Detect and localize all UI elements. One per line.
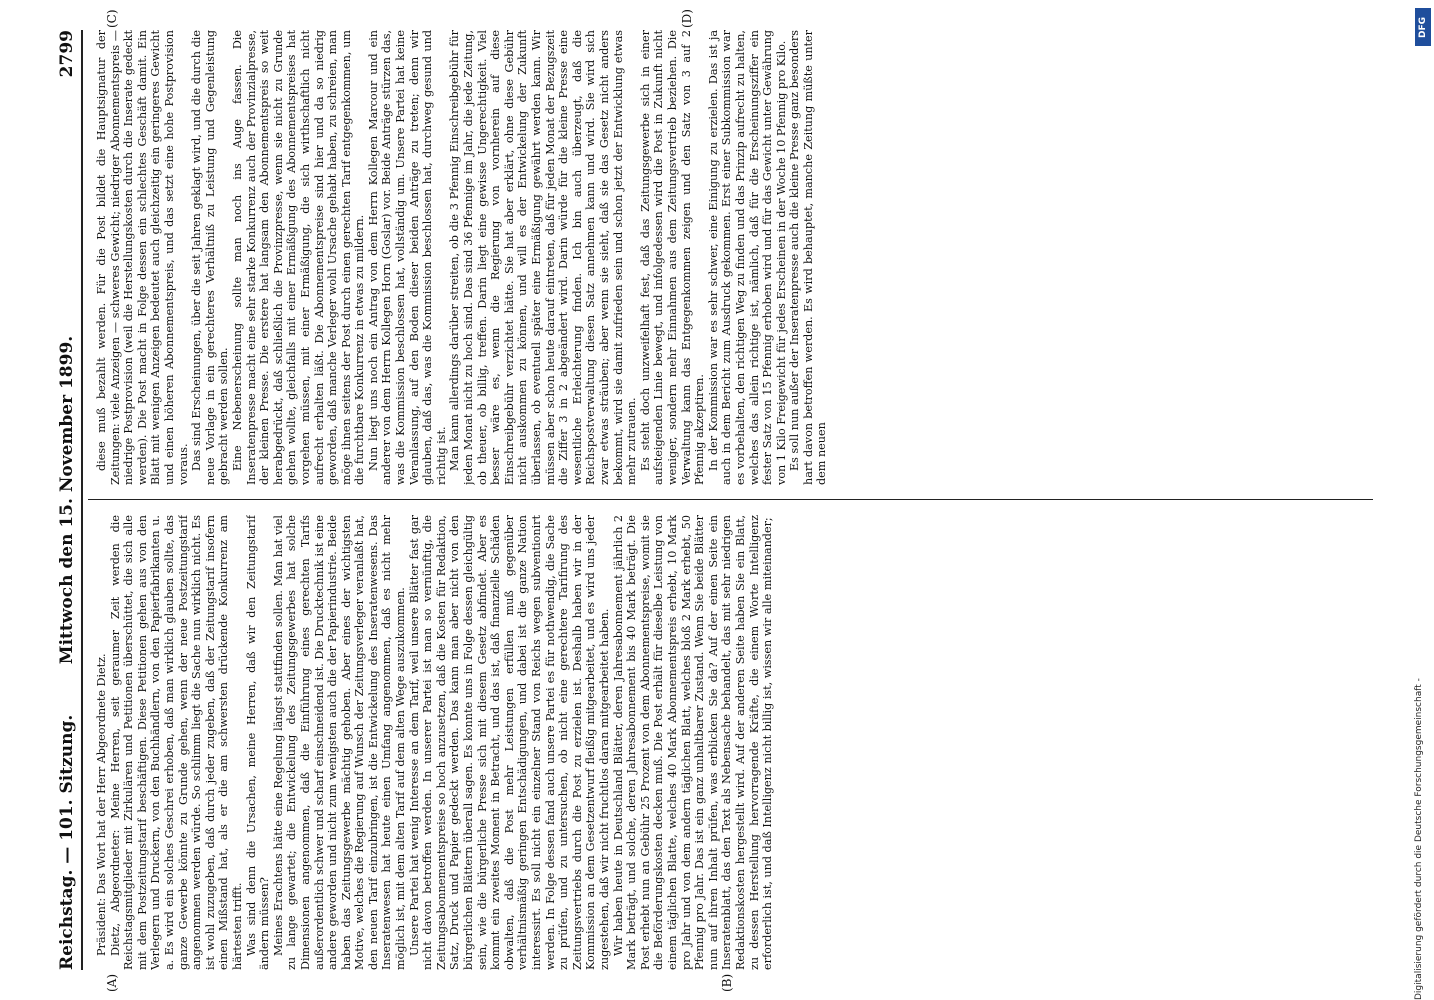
paragraph: Was sind denn die Ursachen, meine Herren, daß wir den Zeitungstarif ändern müssen? xyxy=(244,515,272,970)
paragraph: Wir haben heute in Deutschland Blätter, deren Jahresabonnement jährlich 2 Mark beträgt, und solche, deren Jahresabonnement bis 40 Mark beträgt. Die Post erhebt nun an Gebühr 25 Prozent von dem Abonnementspreise, womit sie die Beförderungskosten decken muß. Die Post erhält für dieselbe Leistung von einem täglichen Blatte, welches 40 Mark Abonnementspreis erhebt, 10 Mark pro Jahr und von dem andern täglichen Blatt, welches bloß 2 Mark erhebt, 50 Pfennig pro Jahr. Das ist ein ganz unhaltbarer Zustand. Wenn Sie beide Blätter nun auf ihren Inhalt prüfen, was erblicken Sie da? Auf der einen Seite ein Inseratenblatt, das den Text als Nebensache behandelt, das mit sehr niedrigen Redaktionskosten hergestellt wird. Auf der anderen Seite haben Sie ein Blatt, zu dessen Herstellung hervorragende Kräfte, die einem Worte Intelligenz erforderlich ist, und daß Intelligenz nicht billig ist, wissen wir alle miteinander; xyxy=(611,515,775,970)
header-date: Mittwoch den 15. November 1899. xyxy=(57,335,77,665)
text-column-left xyxy=(95,515,1370,970)
paragraph: diese muß bezahlt werden. Für die Post bildet die Hauptsignatur der Zeitungen: viele Anzeigen — schweres Gewicht; niedriger Abonnementspreis — niedrige Postprovision (weil die Herstellungskosten durch die Inserate gedeckt werden). Die Post macht in Folge dessen ein schlechtes Geschäft damit. Ein Blatt mit wenigen Anzeigen bedeutet auch gleichzeitig ein geringeres Gewicht und einen höheren Abonnementspreis, und das setzt eine hohe Postprovision voraus. xyxy=(95,30,190,485)
margin-marker-a: (A) xyxy=(105,973,119,992)
paragraph: Es soll nun außer der Inseratenpresse auch die kleine Presse ganz besonders hart davon betroffen werden. Es wird behauptet, manche Zeitung müßte unter dem neuen xyxy=(788,30,829,485)
paragraph: Eine Nebenerscheinung sollte man noch ins Auge fassen. Die Inseratenpresse macht eine sehr starke Konkurrenz auch der Provinzialpresse, der kleinen Presse. Die erstere hat langsam den Abonnementspreis so weit herabgedrückt, daß schließlich die Provinzpresse, wenn sie nicht zu Grunde gehen wollte, gleichfalls mit einer Ermäßigung des Abonnementspreises hat vorgehen müssen, mit einer Ermäßigung, die sich wirthschaftlich nicht aufrecht erhalten läßt. Die Abonnementspreise sind hier und da so niedrig geworden, daß manche Verleger wohl Ursache gehabt haben, zu schreien, man möge ihnen seitens der Post durch einen gerechten Tarif entgegenkommen, um die furchtbare Konkurrenz in etwas zu mildern. xyxy=(230,30,367,485)
paragraph: Es steht doch unzweifelhaft fest, daß das Zeitungsgewerbe sich in einer aufsteigenden Linie bewegt, und infolgedessen wird die Post in Zukunft nicht weniger, sondern mehr Einnahmen aus dem Zeitungsvertrieb beziehen. Die Verwaltung kann das Entgegenkommen zeigen und den Satz von 3 auf 2 Pfennig akzeptiren. xyxy=(638,30,707,485)
running-header xyxy=(55,30,83,970)
paragraph: Präsident: Das Wort hat der Herr Abgeordnete Dietz. xyxy=(95,653,108,956)
margin-marker-d: (D) xyxy=(680,9,694,28)
paragraph: Das sind Erscheinungen, über die seit Jahren geklagt wird, und die durch die neue Vorlage in ein gerechteres Verhältniß zu Leistung und Gegenleistung gebracht werden sollen. xyxy=(190,30,231,485)
paragraph: Meines Erachtens hätte eine Regelung längst stattfinden sollen. Man hat viel zu lange gewartet; die Entwickelung des Zeitungsgewerbes hat solche Dimensionen angenommen, daß die Einführung eines gerechten Tarifs außerordentlich schwer und scharf einschneidend ist. Die Drucktechnik ist eine andere geworden und nicht zum wenigsten auch die der Papierindustrie. Beide haben das Zeitungsgewerbe mächtig gehoben. Aber eines der wichtigsten Motive, welches die Regierung auf Wunsch der Zeitungsverleger veranlaßt hat, den neuen Tarif einzubringen, ist die Entwickelung des Inseratenwesens. Das Inseratenwesen hat heute einen Umfang angenommen, daß es nicht mehr möglich ist, mit dem alten Tarif auf dem alten Wege auszukommen. xyxy=(271,515,408,970)
column-divider xyxy=(88,499,1373,500)
paragraph: Unsere Partei hat wenig Interesse an dem Tarif, weil unsere Blätter fast gar nicht davon betroffen werden. In unserer Partei ist man so vernünftig, die Zeitungsabonnementspreise so hoch anzusetzen, daß die Kosten für Redaktion, Satz, Druck und Papier gedeckt werden. Das kann man aber nicht von den bürgerlichen Blättern überall sagen. Es konnte uns in Folge dessen gleichgültig sein, wie die bürgerliche Presse sich mit diesem Gesetz abfindet. Aber es kommt ein zweites Moment in Betracht, und das ist, daß finanzielle Schäden obwalten, daß die Post mehr Leistungen erfüllen muß gegenüber verhältnismäßig geringen Entschädigungen, und dabei ist die ganze Nation interessirt. Es soll nicht ein einzelner Stand von Reichs wegen subventionirt werden. In Folge dessen fand auch unsere Partei es für nothwendig, die Sache zu prüfen, und zu untersuchen, ob nicht eine gerechtere Tarifirung des Zeitungsvertriebs durch die Post zu erzielen ist. Deshalb haben wir in der Kommission an dem Gesetzentwurf fleißig mitgearbeitet, und es wird uns jeder zugestehen, daß wir nicht fruchtlos daran mitgearbeitet haben. xyxy=(407,515,611,970)
digitization-credit-text: Digitalisierung gefördert durch die Deutsche Forschungsgemeinschaft - xyxy=(1414,678,1424,1000)
dfg-logo: DFG xyxy=(1415,8,1431,46)
margin-marker-b: (B) xyxy=(720,973,734,992)
digitization-credit xyxy=(1412,0,1434,1000)
margin-marker-c: (C) xyxy=(105,9,119,28)
page-number: 2799 xyxy=(57,30,77,78)
paragraph: Nun liegt uns noch ein Antrag von dem Herrn Kollegen Marcour und ein anderer von dem Herrn Kollegen Horn (Goslar) vor. Beide Anträge stürzen das, was die Kommission beschlossen hat, vollständig um. Unsere Partei hat keine Veranlassung, auf den Boden dieser beiden Anträge zu treten; denn wir glauben, daß das, was die Kommission beschlossen hat, durchweg gesund und richtig ist. xyxy=(366,30,448,485)
header-left: Reichstag. — 101. Sitzung. xyxy=(57,714,77,970)
paragraph: Man kann allerdings darüber streiten, ob die 3 Pfennig Einschreibgebühr für jeden Monat nicht zu hoch sind. Das sind 36 Pfennige im Jahr, die jede Zeitung, ob theuer, ob billig, treffen. Darin liegt eine gewisse Ungerechtigkeit. Viel besser wäre es, wenn die Regierung von vornherein auf diese Einschreibgebühr verzichtet hätte. Sie hat aber erklärt, ohne diese Gebühr nicht auskommen zu können, und will es der Entwickelung der Zukunft überlassen, ob eventuell später eine Ermäßigung gewährt werden kann. Wir müssen aber schon heute darauf eintreten, daß für jeden Monat der Bezugszeit die Ziffer 3 in 2 abgeändert wird. Darin würde für die kleine Presse eine wesentliche Erleichterung finden. Ich bin auch überzeugt, daß die Reichspostverwaltung diesen Satz annehmen kann und wird. Sie wird sich zwar etwas sträuben; aber wenn sie sieht, daß sie das Gesetz nicht anders bekommt, wird sie damit zufrieden sein und schon jetzt der Entwicklung etwas mehr zutrauen. xyxy=(448,30,639,485)
paragraph: In der Kommission war es sehr schwer, eine Einigung zu erzielen. Das ist ja auch in dem Bericht zum Ausdruck gekommen. Erst einer Subkommission war es vorbehalten, den richtigen Weg zu finden und das Prinzip aufrecht zu halten, welches das allein richtige ist, nämlich, daß für die Erscheinungsziffer ein fester Satz von 15 Pfennig erhoben wird und für das Gewicht unter Gewährung von 1 Kilo Freigewicht für jedes Erscheinen in der Woche 10 Pfennig pro Kilo. xyxy=(706,30,788,485)
paragraph: Dietz, Abgeordneter: Meine Herren, seit geraumer Zeit werden die Reichstagsmitglieder mit Zirkulären und Petitionen überschüttet, die sich alle mit dem Postzeitungstarif beschäftigen. Diese Petitionen gehen aus von den Verlegern und Druckern, von den Buchhändlern, von den Papierfabrikanten u. a. Es wird ein solches Geschrei erhoben, daß man wirklich glauben sollte, das ganze Gewerbe könnte zu Grunde gehen, wenn der neue Postzeitungstarif angenommen werden würde. So schlimm liegt die Sache nun wirklich nicht. Es ist wohl zuzugeben, daß durch jeder zugeben, daß der Zeitungstarif insofern einen Mißstand hat, als er die am schwersten drückende Konkurrenz am härtesten trifft. xyxy=(108,515,244,970)
text-column-right xyxy=(95,30,1370,485)
